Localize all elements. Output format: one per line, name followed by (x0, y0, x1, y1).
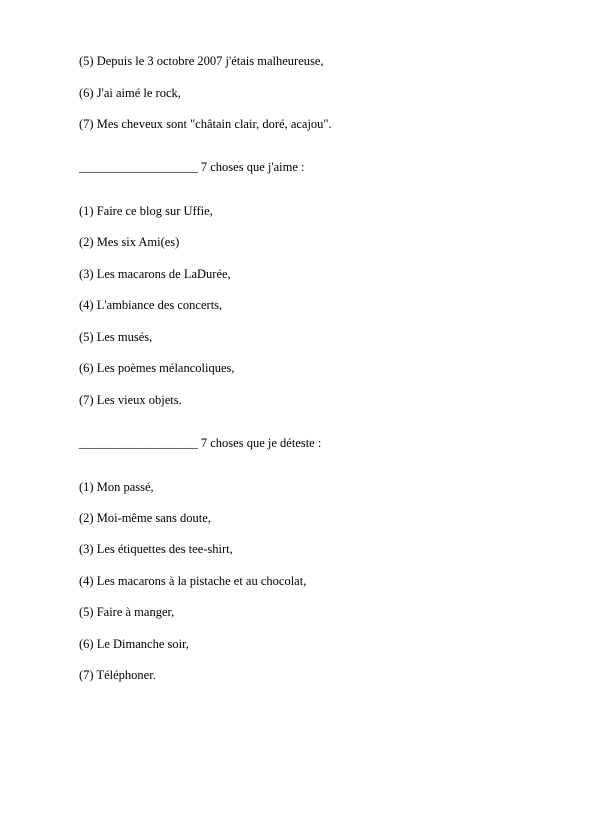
list-item: (7) Les vieux objets. (79, 393, 182, 407)
list-item: (5) Les musés, (79, 330, 153, 344)
list-item: (7) Mes cheveux sont "châtain clair, doré, acajou". (79, 117, 332, 131)
list-item: (1) Mon passé, (79, 480, 154, 494)
list-item: (2) Moi-même sans doute, (79, 511, 211, 525)
list-item: (1) Faire ce blog sur Uffie, (79, 204, 213, 218)
list-item: (6) Le Dimanche soir, (79, 637, 189, 651)
list-item: (2) Mes six Ami(es) (79, 235, 180, 249)
list-item: (7) Téléphoner. (79, 668, 156, 682)
list-item: (5) Depuis le 3 octobre 2007 j'étais malheureuse, (79, 54, 324, 68)
list-item: (4) Les macarons à la pistache et au chocolat, (79, 574, 307, 588)
list-item: (6) Les poèmes mélancoliques, (79, 361, 235, 375)
list-item: (6) J'ai aimé le rock, (79, 86, 181, 100)
list-item: (5) Faire à manger, (79, 605, 175, 619)
section-heading-dislikes: ___________________ 7 choses que je déteste : (79, 436, 322, 450)
list-item: (4) L'ambiance des concerts, (79, 298, 223, 312)
list-item: (3) Les étiquettes des tee-shirt, (79, 542, 233, 556)
list-item: (3) Les macarons de LaDurée, (79, 267, 231, 281)
section-heading-likes: ___________________ 7 choses que j'aime : (79, 160, 305, 174)
